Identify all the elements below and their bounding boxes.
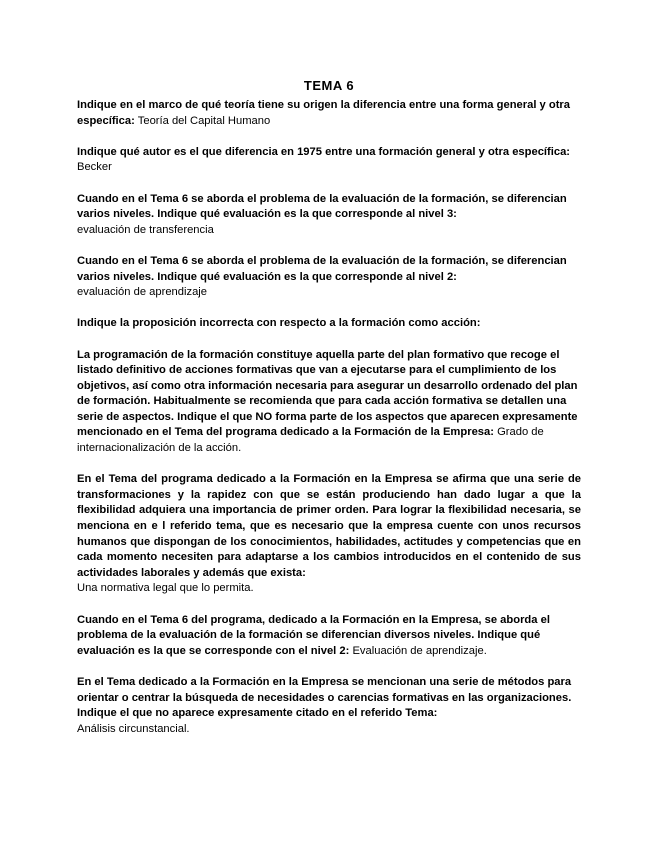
question-text: Indique la proposición incorrecta con respecto a la formación como acción: [77, 317, 481, 330]
question-text: La programación de la formación constituye aquella parte del plan formativo que recoge el listado definitivo de acciones formativas que van a ejecutarse para el cumplimiento de los objetivos, así como otra información necesaria para asegurar un desarrollo ordenado del plan de formación. Habitualmente se recomienda que para cada acción formativa se detallen una serie de aspectos. Indique el que NO forma parte de los aspectos que aparecen expresamente mencionado en el Tema del programa dedicado a la Formación de la Empresa: [77, 348, 578, 439]
answer-text: evaluación de transferencia [77, 223, 214, 236]
document-page [77, 78, 581, 753]
question-text: En el Tema del programa dedicado a la Formación en la Empresa se afirma que una serie de transformaciones y la rapidez con que se están produciendo han dado lugar a que la flexibilidad adquiera una importancia de primer orden. Para lograr la flexibilidad necesaria, se menciona en e l referido tema, que es necesario que la empresa cuente con unos recursos humanos que dispongan de los conocimientos, habilidades, actitudes y competencias que en cada momento necesiten para adaptarse a los cambios introducidos en el contenido de sus actividades laborales y además que exista: [77, 473, 581, 579]
question-text: En el Tema dedicado a la Formación en la Empresa se mencionan una serie de métodos para orientar o centrar la búsqueda de necesidades o carencias formativas en las organizaciones. Indique el que no aparece expresamente citado en el referido Tema: [77, 675, 572, 720]
answer-text: Análisis circunstancial. [77, 722, 190, 735]
qa-item-2 [77, 145, 581, 176]
question-text: Indique qué autor es el que diferencia en 1975 entre una formación general y otra específica: [77, 145, 571, 158]
page-title: TEMA 6 [303, 78, 355, 93]
question-text: Cuando en el Tema 6 se aborda el problema de la evaluación de la formación, se diferencian varios niveles. Indique qué evaluación es la que corresponde al nivel 3: [77, 192, 567, 221]
answer-text: Teoría del Capital Humano [137, 114, 271, 127]
qa-item-9 [77, 675, 581, 737]
question-text: Cuando en el Tema 6 del programa, dedicado a la Formación en la Empresa, se aborda el problema de la evaluación de la formación se diferencian diversos niveles. Indique qué evaluación es la que se corresponde con el nivel 2: [77, 613, 550, 657]
answer-text: Una normativa legal que lo permita. [77, 582, 254, 595]
qa-item-6 [77, 348, 581, 457]
qa-item-8 [77, 613, 581, 660]
answer-text: Evaluación de aprendizaje. [352, 644, 487, 657]
qa-item-5 [77, 316, 581, 332]
answer-text: Grado de internacionalización de la acción. [77, 426, 544, 455]
answer-text: evaluación de aprendizaje [77, 286, 207, 299]
qa-item-4 [77, 254, 581, 301]
qa-item-1 [77, 98, 581, 129]
qa-item-7 [77, 472, 581, 597]
question-text: Cuando en el Tema 6 se aborda el problema de la evaluación de la formación, se diferencian varios niveles. Indique qué evaluación es la que corresponde al nivel 2: [77, 254, 567, 283]
qa-item-3 [77, 192, 581, 239]
answer-text: Becker [77, 161, 112, 174]
question-text: Indique en el marco de qué teoría tiene su origen la diferencia entre una forma general y otra específica: [77, 99, 571, 127]
